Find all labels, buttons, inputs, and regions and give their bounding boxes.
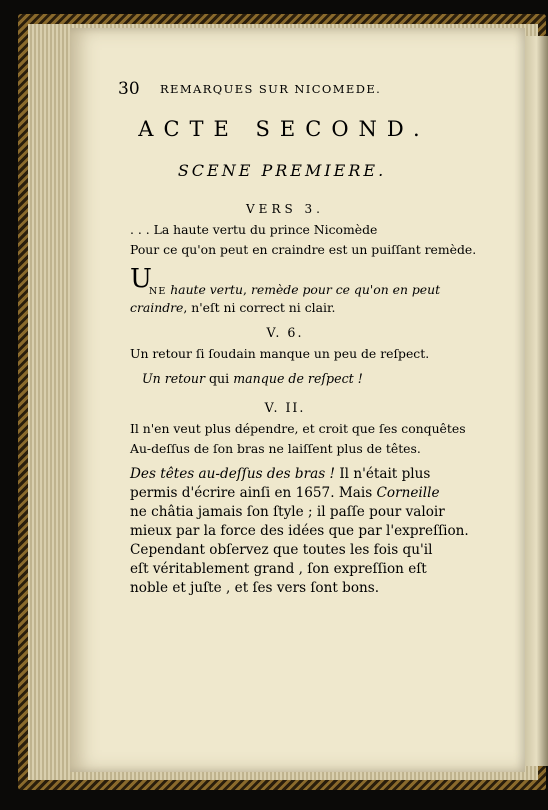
verse-label: V. 6. <box>266 325 304 340</box>
comment-line <box>130 300 335 315</box>
quote-line: Un retour ſi ſoudain manque un peu de reſpect. <box>130 346 430 361</box>
quote-line: Au-deſſus de ſon bras ne laiſſent plus de têtes. <box>130 441 421 456</box>
comment-line <box>130 466 430 482</box>
italic-phrase: manque de reſpect ! <box>233 371 363 386</box>
act-title: ACTE SECOND. <box>138 117 430 141</box>
comment-text: Il n'était plus <box>339 466 431 482</box>
italic-phrase: craindre <box>130 300 184 315</box>
comment-line: noble et juſte , et ſes vers ſont bons. <box>130 580 380 596</box>
page-number: 30 <box>118 79 140 99</box>
comment-line: eſt véritablement grand , ſon expreſſion eſt <box>130 561 427 577</box>
italic-phrase: remède pour ce qu'on en peut <box>250 282 441 297</box>
comment-line <box>142 371 363 386</box>
italic-phrase: Corneille <box>376 485 440 501</box>
italic-phrase: Un retour <box>142 371 205 386</box>
verse-label: VERS 3. <box>246 202 324 216</box>
comment-text: permis d'écrire ainſi en 1657. Mais <box>130 485 373 501</box>
comment-text: , <box>243 282 247 297</box>
comment-line: Cependant obſervez que toutes les fois qu'il <box>130 542 433 558</box>
comment-line: mieux par la force des idées que par l'expreſſion. <box>130 523 469 539</box>
comment-line <box>130 485 440 501</box>
comment-line: ne châtia jamais ſon ſtyle ; il paſſe pour valoir <box>130 504 445 520</box>
quote-line: Il n'en veut plus dépendre, et croit que ſes conquêtes <box>130 421 466 436</box>
italic-phrase: haute vertu <box>170 282 244 297</box>
comment-line <box>149 282 440 297</box>
quote-line: . . . La haute vertu du prince Nicomède <box>130 222 378 237</box>
verse-label: V. II. <box>264 400 306 415</box>
small-caps: NE <box>149 286 167 297</box>
drop-cap: U <box>130 264 152 294</box>
comment-text: , n'eſt ni correct ni clair. <box>183 300 336 315</box>
italic-phrase: Des têtes au-deſſus des bras ! <box>130 466 335 482</box>
running-head: REMARQUES SUR NICOMEDE. <box>160 82 382 96</box>
scene-title: SCENE PREMIERE. <box>177 161 387 180</box>
quote-line: Pour ce qu'on peut en craindre est un puiſſant remède. <box>130 242 477 257</box>
comment-text: qui <box>209 371 230 386</box>
